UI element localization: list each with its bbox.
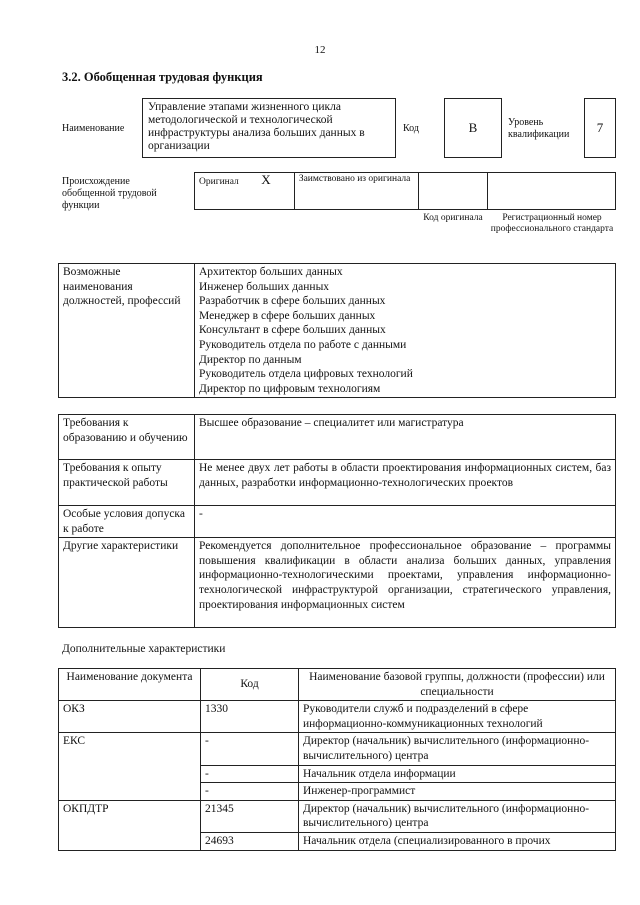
original-cell: [195, 173, 295, 210]
position-item: Руководитель отдела по работе с данными: [199, 338, 407, 351]
name-cell: Начальник отдела информации: [299, 765, 616, 783]
position-item: Директор по цифровым технологиям: [199, 382, 381, 395]
code-cell: 24693: [201, 832, 299, 850]
position-item: Директор по данным: [199, 353, 302, 366]
admission-label: Особые условия допуска к работе: [59, 506, 195, 538]
other-value: Рекомендуется дополнительное профессиональное образование – программы повышения квалификации в области анализа больших данных, управления информационно-технологическими проектами, управления информационно-технологической инфраструктурой организации, стратегического управления, проектирования информационных систем: [195, 538, 616, 628]
name-cell: Инженер-программист: [299, 783, 616, 801]
origin-label: Происхождение обобщенной трудовой функции: [62, 176, 157, 211]
col-code-header: Код: [201, 669, 299, 701]
code-original-caption: Код оригинала: [423, 213, 483, 223]
code-label: Код: [403, 123, 419, 134]
name-cell: Директор (начальник) вычислительного (информационно-вычислительного) центра: [299, 733, 616, 765]
code-cell: -: [201, 783, 299, 801]
positions-table: [58, 263, 616, 398]
position-item: Архитектор больших данных: [199, 266, 343, 278]
position-item: Менеджер в сфере больших данных: [199, 309, 376, 322]
other-label: Другие характеристики: [59, 538, 195, 628]
experience-label: Требования к опыту практической работы: [59, 460, 195, 506]
additional-title: Дополнительные характеристики: [62, 643, 226, 655]
section-title: 3.2. Обобщенная трудовая функция: [62, 70, 263, 84]
page-number: 12: [314, 44, 326, 56]
level-label: Уровень квалификации: [508, 117, 570, 140]
positions-label: Возможные наименования должностей, профессий: [59, 264, 195, 398]
origin-reg-cell: [488, 173, 616, 210]
level-value-box: 7: [584, 98, 616, 158]
additional-table: [58, 668, 616, 851]
position-item: Разработчик в сфере больших данных: [199, 295, 386, 308]
requirements-table: [58, 414, 616, 628]
borrowed-cell: Заимствовано из оригинала: [294, 173, 418, 210]
code-cell: -: [201, 733, 299, 765]
code-cell: 1330: [201, 701, 299, 733]
name-cell: Руководители служб и подразделений в сфере информационно-коммуникационных технологий: [299, 701, 616, 733]
name-cell: Директор (начальник) вычислительного (информационно-вычислительного) центра: [299, 800, 616, 832]
col-doc-header: Наименование документа: [59, 669, 201, 701]
doc-cell: ЕКС: [59, 733, 201, 800]
name-cell: Начальник отдела (специализированного в прочих: [299, 832, 616, 850]
education-value: Высшее образование – специалитет или магистратура: [195, 415, 616, 460]
name-label: Наименование: [62, 123, 125, 134]
table-row: [59, 733, 616, 765]
original-label: Оригинал: [199, 177, 239, 187]
experience-value: Не менее двух лет работы в области проектирования информационных систем, баз данных, разработки информационно-технологических проектов: [195, 460, 616, 506]
table-row: [59, 800, 616, 832]
origin-table: [194, 172, 616, 210]
code-cell: 21345: [201, 800, 299, 832]
education-label: Требования к образованию и обучению: [59, 415, 195, 460]
position-item: Инженер больших данных: [199, 280, 330, 293]
doc-cell: ОКПДТР: [59, 800, 201, 850]
original-mark: X: [261, 172, 271, 187]
function-name-box: Управление этапами жизненного цикла методологической и технологической инфраструктуры анализа больших данных в организации: [142, 98, 396, 158]
positions-list: [195, 264, 616, 398]
code-cell: -: [201, 765, 299, 783]
function-code-box: B: [444, 98, 502, 158]
position-item: Консультант в сфере больших данных: [199, 324, 386, 337]
col-name-header: Наименование базовой группы, должности (профессии) или специальности: [299, 669, 616, 701]
admission-value: -: [195, 506, 616, 538]
origin-code-cell: [418, 173, 488, 210]
position-item: Руководитель отдела цифровых технологий: [199, 368, 413, 381]
table-row: [59, 701, 616, 733]
doc-cell: ОКЗ: [59, 701, 201, 733]
reg-number-caption: Регистрационный номер профессионального стандарта: [490, 213, 614, 234]
